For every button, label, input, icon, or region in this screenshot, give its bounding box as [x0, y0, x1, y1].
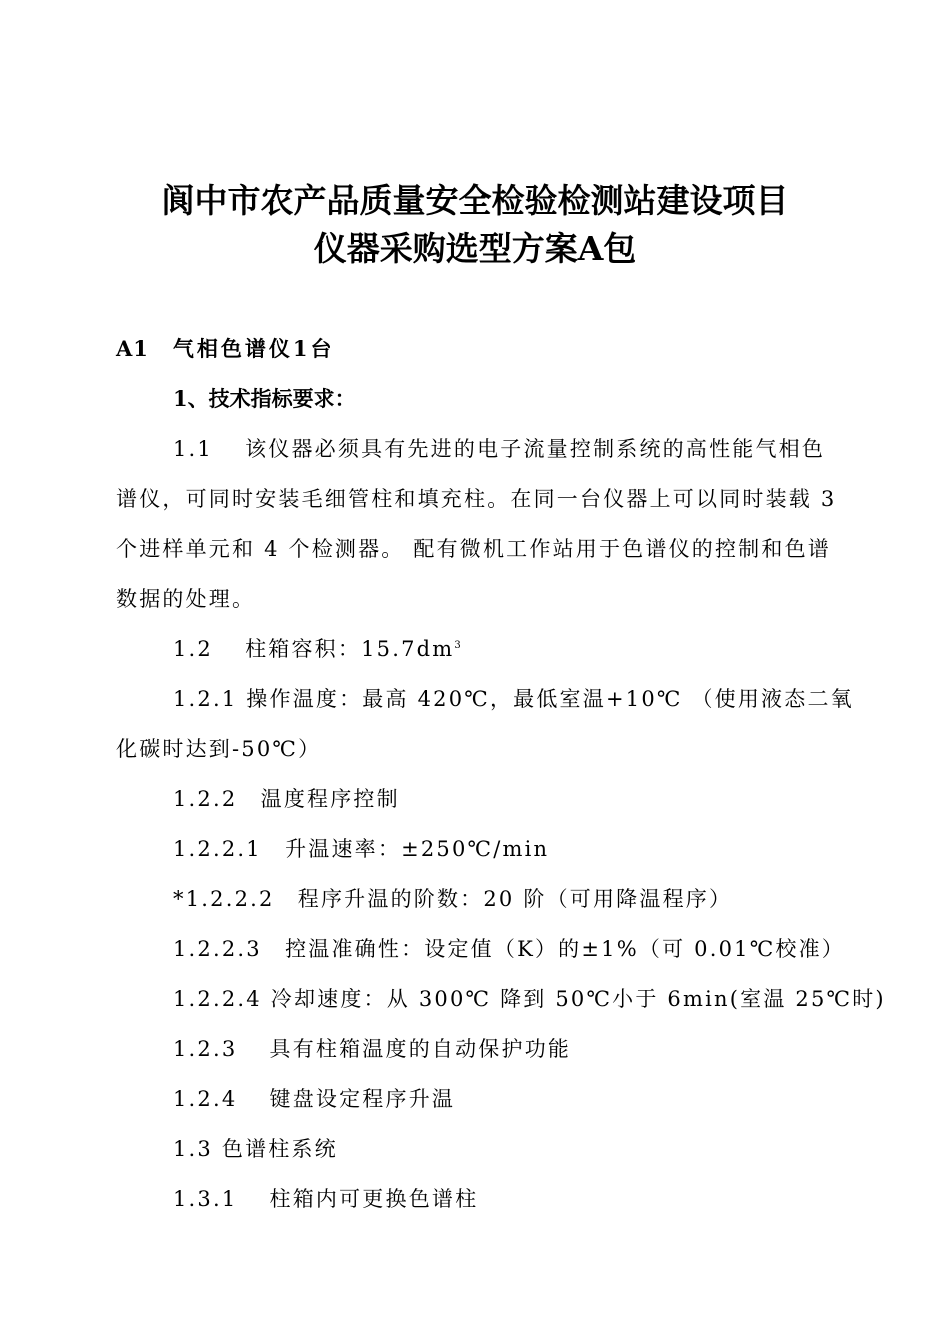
para-1-1-line2: 谱仪，可同时安装毛细管柱和填充柱。在同一台仪器上可以同时装载 3 — [116, 487, 837, 511]
item-1-2-2-1: 1.2.2.1 升温速率：±250℃/min — [173, 837, 550, 861]
item-1-2-text: 1.2 柱箱容积：15.7dm — [173, 637, 455, 661]
item-1-2-4: 1.2.4 键盘设定程序升温 — [173, 1087, 456, 1111]
item-1-2-2-3: 1.2.2.3 控温准确性：设定值（K）的±1%（可 0.01℃校准） — [173, 937, 845, 961]
document-title-line1: 阆中市农产品质量安全检验检测站建设项目 — [161, 181, 789, 220]
para-1-1-line4: 数据的处理。 — [116, 587, 256, 611]
document-title-line2: 仪器采购选型方案A包 — [313, 229, 637, 268]
item-1-2 — [173, 634, 463, 664]
subheading-technical-requirements: 1、技术指标要求： — [173, 386, 356, 411]
section-code: A1 — [116, 336, 149, 361]
para-1-1-line3: 个进样单元和 4 个检测器。 配有微机工作站用于色谱仪的控制和色谱 — [116, 537, 831, 561]
item-1-2-superscript: 3 — [454, 640, 463, 651]
item-1-2-2-4: 1.2.2.4 冷却速度：从 300℃ 降到 50℃小于 6min(室温 25℃时) — [173, 987, 886, 1011]
item-1-2-3: 1.2.3 具有柱箱温度的自动保护功能 — [173, 1037, 572, 1061]
item-1-2-1-line2: 化碳时达到-50℃） — [116, 737, 322, 761]
item-1-3-1: 1.3.1 柱箱内可更换色谱柱 — [173, 1187, 479, 1211]
para-1-1-line1: 1.1 该仪器必须具有先进的电子流量控制系统的高性能气相色 — [173, 437, 826, 461]
item-1-2-2-2: *1.2.2.2 程序升温的阶数：20 阶（可用降温程序） — [173, 887, 733, 911]
section-heading — [116, 334, 335, 364]
item-1-2-2: 1.2.2 温度程序控制 — [173, 787, 400, 811]
item-1-2-1-line1: 1.2.1 操作温度：最高 420℃，最低室温+10℃ （使用液态二氧 — [173, 687, 854, 711]
item-1-3: 1.3 色谱柱系统 — [173, 1137, 338, 1161]
section-name: 气相色谱仪1台 — [172, 336, 335, 361]
